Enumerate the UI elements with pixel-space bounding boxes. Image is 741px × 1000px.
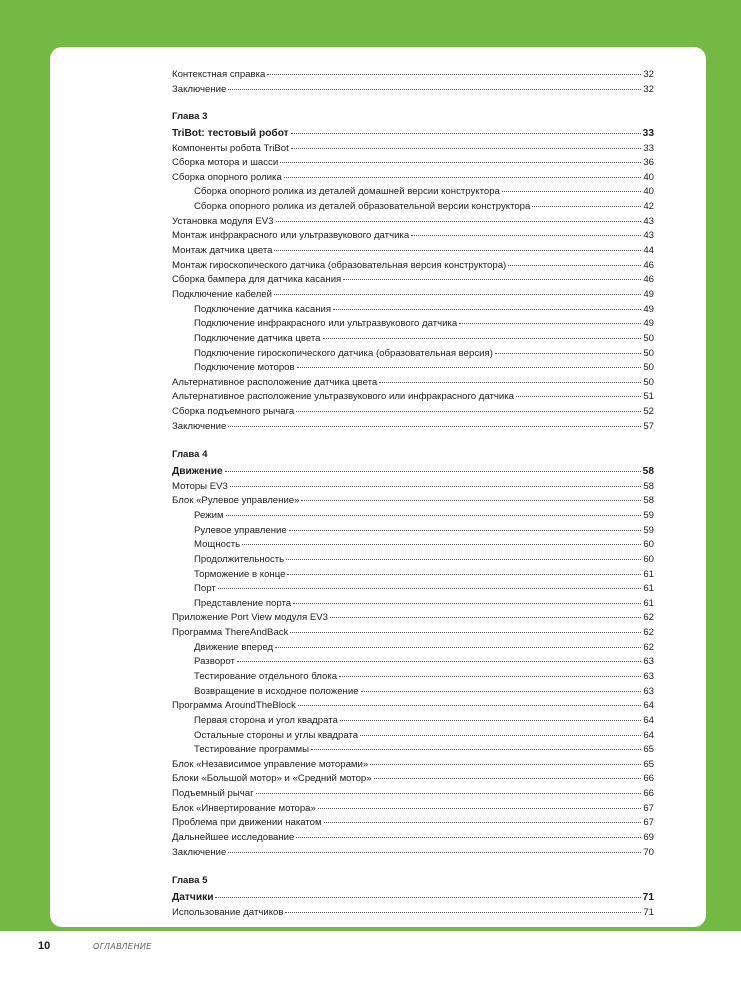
toc-entry-page: 70 [643,846,654,858]
dot-leader [343,269,641,280]
toc-entry-page: 57 [643,420,654,432]
dot-leader [226,505,641,516]
toc-entry-title: Представление порта [194,597,292,609]
toc-entry[interactable] [172,418,654,433]
toc-entry-page: 44 [643,245,654,257]
toc-entry-title: TriBot: тестовый робот [172,127,289,139]
toc-entry-title: Альтернативное расположение ультразвукового или инфракрасного датчика [172,391,514,403]
toc-entry-title: Сборка подъемного рычага [172,406,295,418]
toc-entry-title: Первая сторона и угол квадрата [194,714,338,726]
dot-leader [360,725,641,736]
dot-leader [287,564,641,575]
dot-leader [297,357,641,368]
toc-entry-page: 32 [643,83,654,95]
toc-entry-page: 50 [643,332,654,344]
toc-entry-title: Порт [194,583,216,595]
dot-leader [284,167,641,178]
toc-entry-page: 61 [643,597,654,609]
page-number: 10 [38,940,51,952]
dot-leader [324,812,641,823]
toc-entry-title: Программа AroundTheBlock [172,700,296,712]
toc-entry-title: Программа ThereAndBack [172,627,289,639]
toc-entry-page: 59 [643,509,654,521]
toc-entry-page: 59 [643,524,654,536]
dot-leader [379,372,641,383]
toc-entry-title: Возвращение в исходное положение [194,685,359,697]
toc-entry-title: Подъемный рычаг [172,788,254,800]
dot-leader [276,211,641,222]
toc-entry-page: 43 [643,215,654,227]
toc-entry-title: Дальнейшее исследование [172,832,295,844]
toc-entry[interactable] [172,844,654,859]
toc-entry-page: 63 [643,685,654,697]
toc-entry-title: Разворот [194,656,235,668]
toc-entry-page: 33 [643,142,654,154]
toc-entry-title: Монтаж инфракрасного или ультразвукового датчика [172,230,410,242]
dot-leader [296,401,641,412]
toc-entry-title: Продолжительность [194,553,285,565]
dot-leader [323,328,641,339]
dot-leader [275,637,641,648]
toc-entry-page: 60 [643,553,654,565]
dot-leader [298,695,641,706]
dot-leader [340,710,641,721]
table-of-contents [172,66,654,918]
toc-entry-page: 63 [643,656,654,668]
dot-leader [274,240,641,251]
dot-leader [293,593,641,604]
dot-leader [267,64,641,75]
dot-leader [290,622,641,633]
toc-entry-title: Подключение гироскопического датчика (образовательная версия) [194,347,493,359]
toc-entry[interactable] [172,81,654,96]
dot-leader [289,520,641,531]
toc-entry-title: Рулевое управление [194,524,287,536]
toc-entry-page: 67 [643,817,654,829]
toc-entry-title: Подключение моторов [194,362,295,374]
dot-leader [285,902,641,913]
section-spacer [172,858,654,874]
dot-leader [411,225,641,236]
toc-entry-page: 36 [643,157,654,169]
dot-leader [374,768,641,779]
toc-entry-page: 32 [643,69,654,80]
dot-leader [242,534,641,545]
toc-entry-page: 61 [643,583,654,595]
toc-entry-title: Мощность [194,539,241,551]
dot-leader [318,798,641,809]
toc-entry-title: Подключение датчика касания [194,303,332,315]
dot-leader [516,386,641,397]
toc-entry-title: Сборка опорного ролика из деталей образовательной версии конструктора [194,201,531,213]
toc-entry-page: 64 [643,714,654,726]
dot-leader [215,887,640,898]
section-spacer [172,432,654,448]
toc-entry-title: Остальные стороны и углы квадрата [194,729,359,741]
dot-leader [237,651,641,662]
toc-entry-page: 62 [643,627,654,639]
toc-entry-page: 61 [643,568,654,580]
dot-leader [495,343,641,354]
section-spacer [172,95,654,110]
toc-entry-page: 33 [642,127,654,139]
toc-entry-page: 49 [643,318,654,330]
chapter-label: Глава 4 [172,449,208,461]
toc-entry-title: Блок «Инвертирование мотора» [172,802,316,814]
toc-entry-title: Компоненты робота TriBot [172,142,289,154]
toc-entry-title: Датчики [172,891,214,903]
toc-entry-title: Контекстная справка [172,69,266,80]
toc-entry-page: 66 [643,773,654,785]
toc-entry-title: Движение вперед [194,641,274,653]
toc-entry-page: 58 [643,480,654,492]
toc-entry-page: 50 [643,362,654,374]
toc-entry-title: Блоки «Большой мотор» и «Средний мотор» [172,773,372,785]
dot-leader [301,490,641,501]
toc-entry-title: Монтаж гироскопического датчика (образовательная версия конструктора) [172,259,507,271]
toc-entry-page: 58 [643,495,654,507]
toc-entry-page: 65 [643,744,654,756]
toc-entry[interactable] [172,904,654,919]
toc-entry-title: Использование датчиков [172,906,284,918]
dot-leader [291,123,641,134]
toc-entry-page: 62 [643,641,654,653]
dot-leader [228,842,641,853]
dot-leader [508,255,641,266]
toc-entry-page: 65 [643,758,654,770]
toc-entry-page: 67 [643,802,654,814]
dot-leader [286,549,641,560]
toc-entry-title: Проблема при движении накатом [172,817,322,829]
toc-entry-page: 60 [643,539,654,551]
toc-entry-title: Сборка опорного ролика из деталей домашней версии конструктора [194,186,500,198]
chapter-label: Глава 3 [172,111,208,123]
dot-leader [532,196,641,207]
toc-entry-page: 49 [643,288,654,300]
toc-entry-title: Приложение Port View модуля EV3 [172,612,328,624]
toc-entry-title: Заключение [172,420,227,432]
toc-entry-title: Торможение в конце [194,568,286,580]
dot-leader [280,152,641,163]
toc-entry-title: Режим [194,509,224,521]
toc-entry-page: 71 [642,891,654,903]
toc-entry-title: Блок «Независимое управление моторами» [172,758,369,770]
toc-entry-title: Движение [172,466,223,478]
toc-entry-title: Сборка мотора и шасси [172,157,279,169]
dot-leader [339,666,641,677]
toc-entry-title: Сборка бампера для датчика касания [172,274,342,286]
toc-entry-page: 46 [643,274,654,286]
dot-leader [230,476,641,487]
toc-entry-title: Моторы EV3 [172,480,228,492]
toc-entry-page: 62 [643,612,654,624]
running-head: ОГЛАВЛЕНИЕ [93,942,152,951]
dot-leader [225,461,641,472]
toc-entry-page: 64 [643,700,654,712]
dot-leader [459,313,641,324]
toc-entry-page: 69 [643,832,654,844]
dot-leader [228,79,641,90]
toc-entry-page: 52 [643,406,654,418]
toc-entry-page: 42 [643,201,654,213]
toc-entry-title: Подключение кабелей [172,288,272,300]
toc-entry-page: 40 [643,171,654,183]
toc-entry-page: 58 [642,466,654,478]
dot-leader [311,739,641,750]
dot-leader [228,416,641,427]
toc-entry-page: 50 [643,347,654,359]
toc-entry-page: 46 [643,259,654,271]
dot-leader [330,607,641,618]
dot-leader [333,299,641,310]
toc-entry-page: 50 [643,376,654,388]
toc-entry-page: 63 [643,670,654,682]
toc-entry-page: 64 [643,729,654,741]
toc-entry-title: Блок «Рулевое управление» [172,495,300,507]
toc-entry-page: 49 [643,303,654,315]
toc-entry-title: Монтаж датчика цвета [172,245,273,257]
toc-entry-title: Подключение инфракрасного или ультразвукового датчика [194,318,458,330]
dot-leader [502,181,641,192]
toc-entry-page: 40 [643,186,654,198]
toc-entry-page: 66 [643,788,654,800]
toc-entry-title: Тестирование отдельного блока [194,670,338,682]
chapter-label: Глава 5 [172,875,208,887]
toc-entry-title: Альтернативное расположение датчика цвета [172,376,378,388]
toc-entry-page: 71 [643,906,654,918]
toc-entry-title: Сборка опорного ролика [172,171,282,183]
dot-leader [291,138,641,149]
toc-entry-title: Заключение [172,846,227,858]
toc-entry-title: Установка модуля EV3 [172,215,274,227]
toc-entry-title: Подключение датчика цвета [194,332,321,344]
dot-leader [296,827,641,838]
dot-leader [361,681,641,692]
toc-entry-page: 51 [643,391,654,403]
dot-leader [218,578,641,589]
dot-leader [370,754,641,765]
toc-entry-title: Тестирование программы [194,744,309,756]
toc-entry-page: 43 [643,230,654,242]
toc-entry-title: Заключение [172,83,227,95]
dot-leader [274,284,641,295]
dot-leader [256,783,641,794]
